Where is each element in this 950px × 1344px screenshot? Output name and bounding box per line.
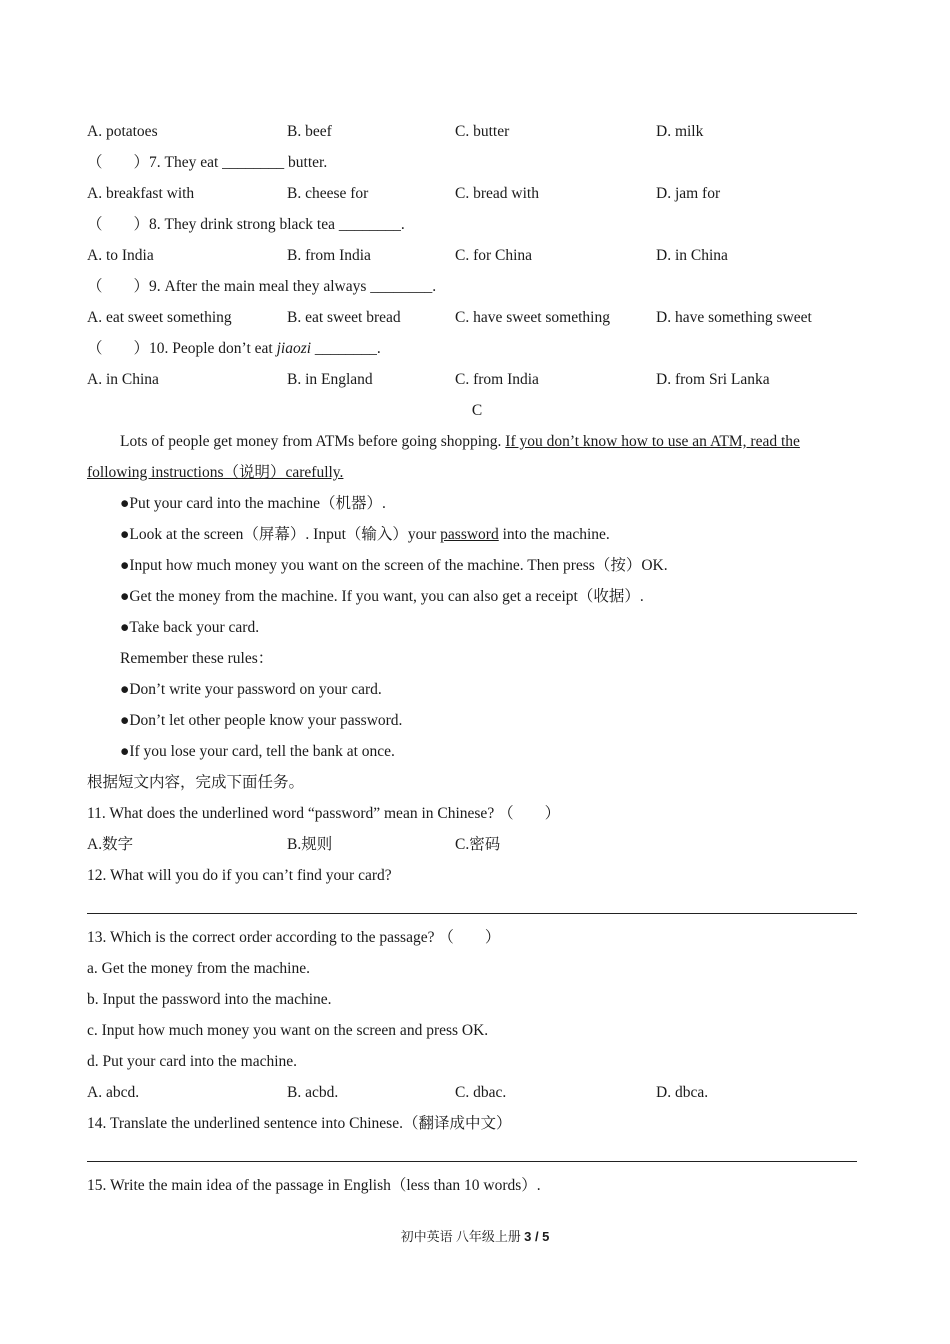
answer-line-14[interactable] — [87, 1139, 867, 1170]
question-11: 11. What does the underlined word “password” mean in Chinese? （ ） — [87, 805, 561, 822]
q6-options — [87, 116, 867, 147]
page-number: 3 / 5 — [524, 1229, 550, 1244]
answer-underline — [87, 913, 857, 914]
instruction-5: ●Take back your card. — [120, 619, 260, 636]
q10-italic-word: jiaozi — [276, 340, 312, 357]
instruction-text: ●Look at the screen（屏幕）. Input（输入）your — [120, 526, 441, 543]
q11-options — [87, 829, 867, 860]
rules-title: Remember these rules： — [120, 650, 274, 667]
instruction-4: ●Get the money from the machine. If you want, you can also get a receipt（收据）. — [120, 588, 644, 605]
passage-text: Lots of people get money from ATMs before going shopping. — [120, 433, 506, 450]
option-d: D. jam for — [656, 185, 721, 202]
option-a: A. abcd. — [87, 1084, 140, 1101]
passage-line-1 — [87, 426, 867, 457]
option-a: A. eat sweet something — [87, 309, 232, 326]
underlined-sentence-cont: following instructions（说明）carefully. — [87, 464, 344, 481]
option-b: B. in England — [287, 371, 373, 388]
option-d: D. from Sri Lanka — [656, 371, 770, 388]
question-9: （ ）9. After the main meal they always ________. — [87, 278, 437, 295]
q13-item-d: d. Put your card into the machine. — [87, 1053, 298, 1070]
rule-1: ●Don’t write your password on your card. — [120, 681, 382, 698]
option-c: C. dbac. — [455, 1084, 507, 1101]
option-b: B. cheese for — [287, 185, 369, 202]
option-d: D. have something sweet — [656, 309, 812, 326]
answer-line-12[interactable] — [87, 891, 867, 922]
footer-label: 初中英语 八年级上册 — [400, 1229, 525, 1244]
underlined-sentence: If you don’t know how to use an ATM, read the — [505, 433, 800, 450]
underlined-word: password — [440, 526, 499, 543]
option-c: C. from India — [455, 371, 539, 388]
option-b: B. beef — [287, 123, 332, 140]
page-footer — [0, 1226, 950, 1248]
answer-underline — [87, 1161, 857, 1162]
q13-item-b: b. Input the password into the machine. — [87, 991, 332, 1008]
worksheet-page — [87, 116, 867, 1201]
q10-options — [87, 364, 867, 395]
q8-options — [87, 240, 867, 271]
question-14: 14. Translate the underlined sentence into Chinese.（翻译成中文） — [87, 1115, 512, 1132]
option-a: A. breakfast with — [87, 185, 195, 202]
option-a: A. potatoes — [87, 123, 158, 140]
q7-options — [87, 178, 867, 209]
instruction-1: ●Put your card into the machine（机器）. — [120, 495, 386, 512]
option-d: D. in China — [656, 247, 728, 264]
option-a: A. in China — [87, 371, 159, 388]
instruction-text: into the machine. — [498, 526, 610, 543]
option-c: C. bread with — [455, 185, 539, 202]
option-c: C.密码 — [455, 836, 501, 853]
q13-item-c: c. Input how much money you want on the screen and press OK. — [87, 1022, 489, 1039]
question-8: （ ）8. They drink strong black tea ________. — [87, 216, 405, 233]
task-instruction: 根据短文内容，完成下面任务。 — [87, 774, 305, 791]
passage-line-2 — [87, 457, 867, 488]
option-b: B. from India — [287, 247, 371, 264]
option-d: D. milk — [656, 123, 704, 140]
rule-2: ●Don’t let other people know your password. — [120, 712, 403, 729]
q9-options — [87, 302, 867, 333]
option-a: A. to India — [87, 247, 154, 264]
option-b: B.规则 — [287, 836, 333, 853]
q10-blank: ________. — [311, 340, 381, 357]
instruction-3: ●Input how much money you want on the screen of the machine. Then press（按）OK. — [120, 557, 668, 574]
section-heading-c: C — [471, 402, 483, 419]
question-12: 12. What will you do if you can’t find your card? — [87, 867, 392, 884]
question-10 — [87, 333, 867, 364]
q13-item-a: a. Get the money from the machine. — [87, 960, 310, 977]
option-c: C. for China — [455, 247, 533, 264]
rule-3: ●If you lose your card, tell the bank at once. — [120, 743, 395, 760]
question-13: 13. Which is the correct order according to the passage? （ ） — [87, 929, 501, 946]
option-b: B. acbd. — [287, 1084, 339, 1101]
option-d: D. dbca. — [656, 1084, 709, 1101]
question-7: （ ）7. They eat ________ butter. — [87, 154, 328, 171]
option-a: A.数字 — [87, 836, 134, 853]
q13-options — [87, 1077, 867, 1108]
question-15: 15. Write the main idea of the passage in English（less than 10 words）. — [87, 1177, 541, 1194]
option-c: C. have sweet something — [455, 309, 610, 326]
option-b: B. eat sweet bread — [287, 309, 401, 326]
option-c: C. butter — [455, 123, 510, 140]
instruction-2 — [87, 519, 867, 550]
q10-text: （ ）10. People don’t eat — [87, 340, 277, 357]
